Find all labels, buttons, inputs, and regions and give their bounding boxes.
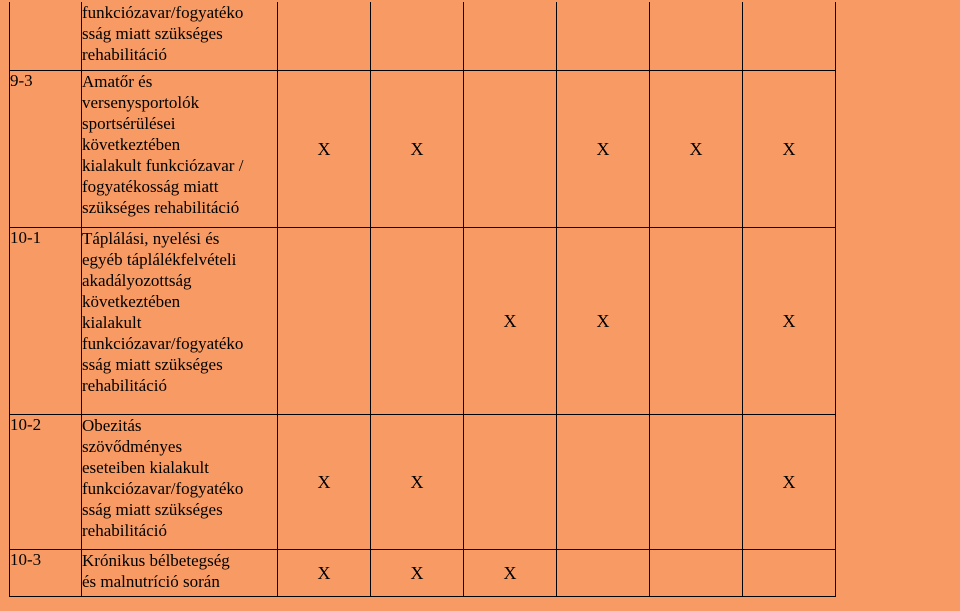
description-line: versenysportolók: [82, 93, 200, 112]
description-line: Amatőr és: [82, 72, 153, 91]
description-line: egyéb táplálékfelvételi: [82, 250, 237, 269]
description-line: fogyatékosság miatt: [82, 177, 219, 196]
description-line: kialakult: [82, 313, 142, 332]
mark-cell: [557, 2, 650, 71]
description-line: rehabilitáció: [82, 376, 167, 395]
row-description: [82, 71, 278, 228]
description-line: funkciózavar/fogyatéko: [82, 3, 244, 22]
mark-cell: [371, 2, 464, 71]
description-line: sság miatt szükséges: [82, 355, 223, 374]
table-row: [10, 71, 836, 228]
table-row: [10, 415, 836, 550]
description-line: és malnutríció során: [82, 572, 220, 591]
mark-cell: X: [557, 71, 650, 228]
description-line: kialakult funkciózavar /: [82, 156, 244, 175]
description-line: következtében: [82, 135, 181, 154]
table-row: [10, 550, 836, 597]
row-description: [82, 550, 278, 597]
mark-cell: X: [371, 71, 464, 228]
mark-cell: [464, 415, 557, 550]
description-line: következtében: [82, 292, 181, 311]
description-line: rehabilitáció: [82, 521, 167, 540]
description-line: sság miatt szükséges: [82, 24, 223, 43]
mark-cell: [278, 2, 371, 71]
description-line: szükséges rehabilitáció: [82, 198, 240, 217]
mark-cell: X: [371, 415, 464, 550]
mark-cell: [650, 228, 743, 415]
description-line: rehabilitáció: [82, 45, 167, 64]
mark-cell: [278, 228, 371, 415]
mark-cell: X: [464, 550, 557, 597]
mark-cell: [650, 2, 743, 71]
mark-cell: X: [557, 228, 650, 415]
mark-cell: X: [278, 550, 371, 597]
mark-cell: X: [278, 415, 371, 550]
row-description: [82, 228, 278, 415]
mark-cell: X: [278, 71, 371, 228]
mark-cell: [650, 550, 743, 597]
row-code: [10, 2, 82, 71]
mark-cell: [557, 415, 650, 550]
mark-cell: [743, 2, 836, 71]
mark-cell: [743, 550, 836, 597]
description-line: szövődményes: [82, 437, 183, 456]
mark-cell: [464, 71, 557, 228]
description-line: Táplálási, nyelési és: [82, 229, 220, 248]
rehabilitation-table: [9, 2, 836, 597]
description-line: funkciózavar/fogyatéko: [82, 479, 244, 498]
description-line: sság miatt szükséges: [82, 500, 223, 519]
row-description: [82, 415, 278, 550]
row-code: 10-2: [10, 415, 82, 550]
row-code: 10-1: [10, 228, 82, 415]
description-line: Obezitás: [82, 416, 142, 435]
mark-cell: [650, 415, 743, 550]
mark-cell: X: [371, 550, 464, 597]
mark-cell: X: [743, 415, 836, 550]
mark-cell: X: [743, 228, 836, 415]
row-code: 9-3: [10, 71, 82, 228]
mark-cell: X: [464, 228, 557, 415]
description-line: funkciózavar/fogyatéko: [82, 334, 244, 353]
description-line: sportsérülései: [82, 114, 176, 133]
mark-cell: [557, 550, 650, 597]
description-line: Krónikus bélbetegség: [82, 551, 230, 570]
table-row: [10, 228, 836, 415]
mark-cell: X: [650, 71, 743, 228]
mark-cell: X: [743, 71, 836, 228]
mark-cell: [464, 2, 557, 71]
table-row: [10, 2, 836, 71]
row-code: 10-3: [10, 550, 82, 597]
mark-cell: [371, 228, 464, 415]
description-line: eseteiben kialakult: [82, 458, 209, 477]
description-line: akadályozottság: [82, 271, 192, 290]
row-description: [82, 2, 278, 71]
